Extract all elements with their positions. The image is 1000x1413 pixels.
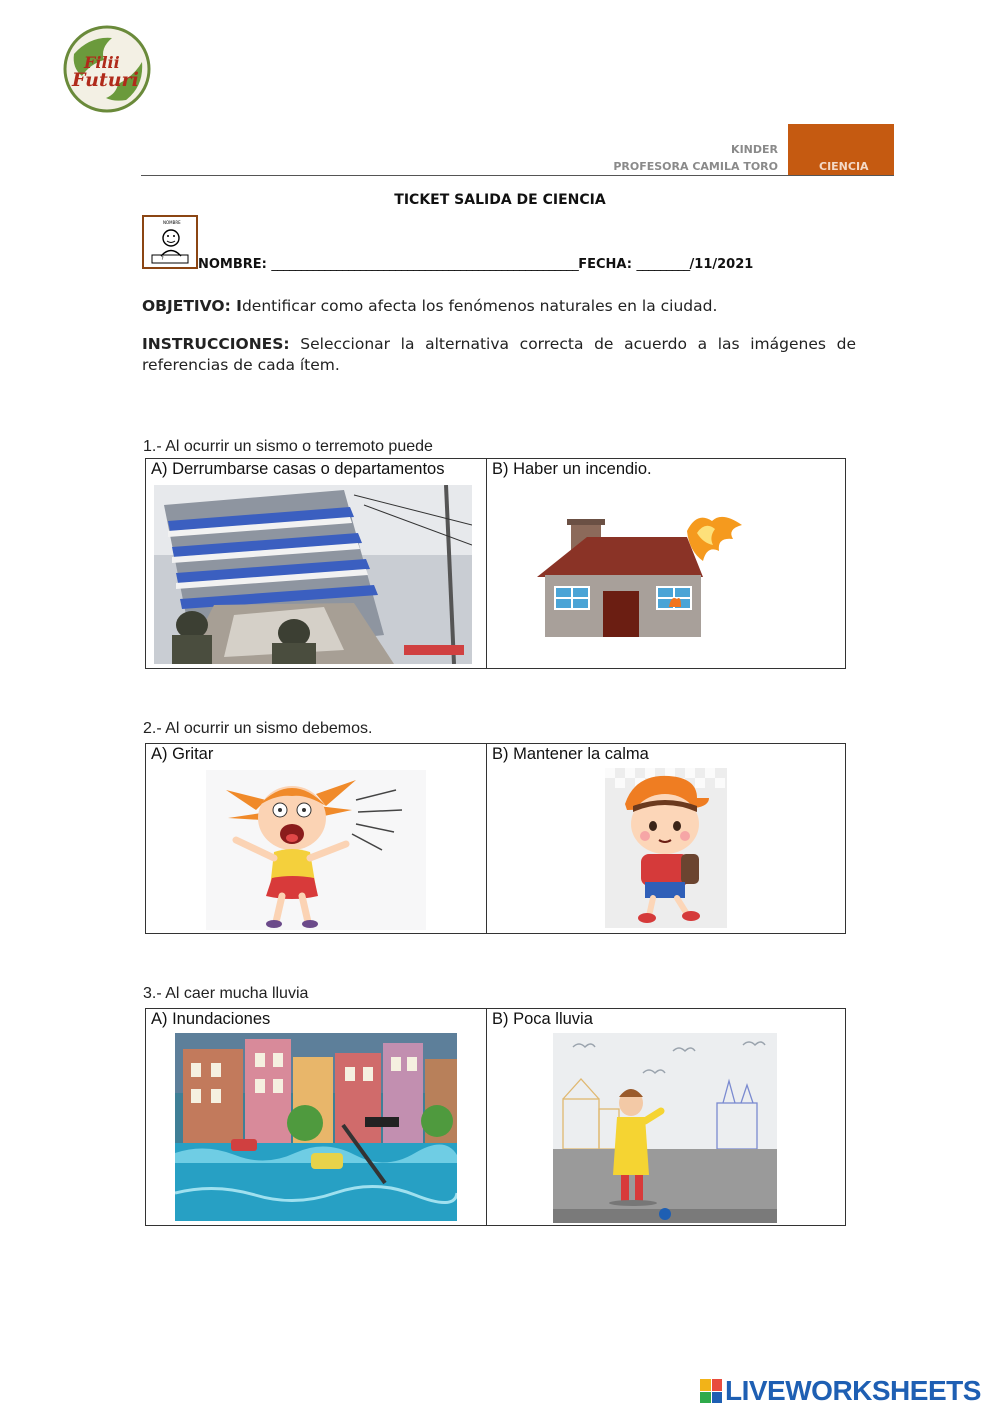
option-label: B) Poca lluvia — [492, 1010, 593, 1028]
option-label: A) Derrumbarse casas o departamentos — [151, 460, 445, 478]
date-label: FECHA: — [578, 257, 637, 272]
instructions — [142, 334, 856, 376]
collapsed-building-image — [154, 485, 472, 664]
boy-raincoat-image — [553, 1033, 777, 1223]
svg-text:?: ? — [161, 256, 164, 262]
question-1-option-b[interactable] — [487, 459, 845, 668]
question-1-option-a[interactable] — [146, 459, 487, 668]
name-date-row — [198, 257, 858, 272]
school-logo — [60, 24, 154, 114]
liveworksheets-logo-icon — [700, 1379, 722, 1403]
question-3-text: 3.- Al caer mucha lluvia — [143, 985, 309, 1002]
question-1-options — [145, 458, 846, 669]
watermark-text: LIVEWORKSHEETS — [725, 1375, 981, 1406]
option-label: B) Mantener la calma — [492, 745, 649, 763]
question-3-option-b[interactable] — [487, 1009, 845, 1225]
flooded-city-image — [175, 1033, 457, 1221]
header-teacher: PROFESORA CAMILA TORO — [613, 160, 778, 173]
svg-text:Futuri: Futuri — [72, 69, 139, 91]
option-label: A) Gritar — [151, 745, 214, 763]
burning-house-image — [537, 511, 747, 641]
option-label: B) Haber un incendio. — [492, 460, 652, 478]
header-subject: CIENCIA — [819, 160, 869, 173]
calm-boy-image — [605, 768, 727, 928]
header-divider — [141, 175, 894, 176]
question-1-text: 1.- Al ocurrir un sismo o terremoto puede — [143, 438, 433, 455]
instructions-label: INSTRUCCIONES: — [142, 335, 290, 353]
question-2-options — [145, 743, 846, 934]
screaming-girl-image — [206, 770, 426, 930]
question-2-option-b[interactable] — [487, 744, 845, 933]
name-field[interactable]: ____________________________________________________ — [271, 257, 579, 272]
date-suffix: /11/2021 — [689, 257, 754, 272]
header-level: KINDER — [731, 143, 778, 156]
objective-text: dentificar como afecta los fenómenos naturales en la ciudad. — [241, 297, 718, 315]
pictogram-label: NOMBRE — [163, 220, 181, 225]
question-2-option-a[interactable] — [146, 744, 487, 933]
name-pictogram-icon — [142, 215, 198, 269]
date-field[interactable]: _________ — [636, 257, 690, 272]
question-3-option-a[interactable] — [146, 1009, 487, 1225]
objective-label: OBJETIVO: I — [142, 297, 242, 315]
name-label: NOMBRE: — [198, 257, 272, 272]
page-title: TICKET SALIDA DE CIENCIA — [394, 192, 606, 208]
liveworksheets-watermark — [700, 1376, 981, 1406]
instructions-text: Seleccionar la alternativa correcta de acuerdo a las imágenes de referencias de cada ítem. — [142, 335, 856, 374]
objective — [142, 296, 856, 317]
option-label: A) Inundaciones — [151, 1010, 271, 1028]
question-2-text: 2.- Al ocurrir un sismo debemos. — [143, 720, 373, 737]
svg-text:Filii: Filii — [84, 53, 120, 72]
question-3-options — [145, 1008, 846, 1226]
